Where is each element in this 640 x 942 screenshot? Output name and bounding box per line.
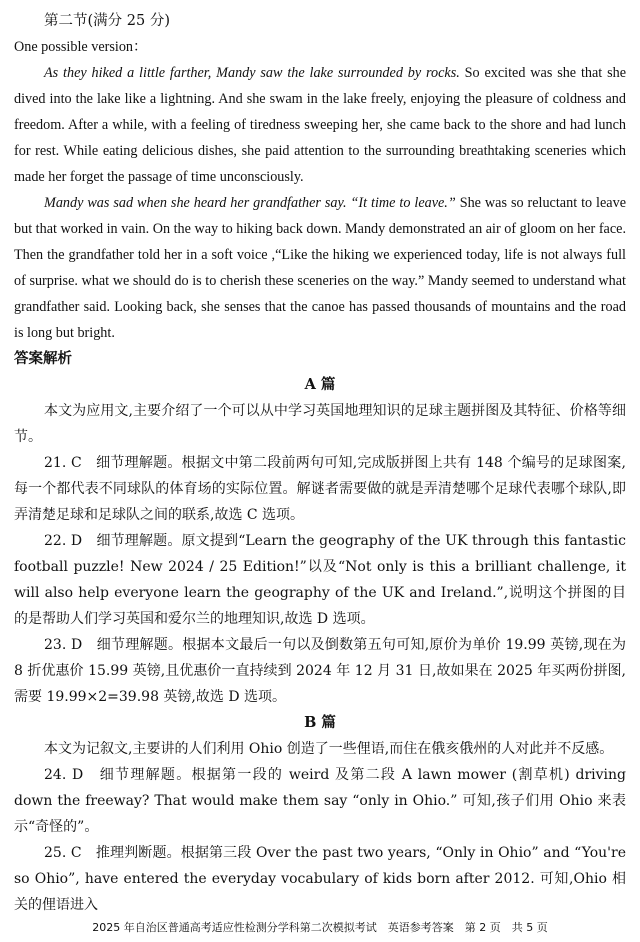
part-a-intro: 本文为应用文,主要介绍了一个可以从中学习英国地理知识的足球主题拼图及其特征、价格等细节。 [14, 403, 626, 445]
answer-q24: 24. D 细节理解题。根据第一段的 weird 及第二段 A lawn mower (割草机) driving down the freeway? That would make them say “only in Ohio.” 可知,孩子们用 Ohio 来表示“奇怪的”。 [14, 767, 626, 835]
analysis-heading: 答案解析 [14, 350, 72, 367]
part-b-intro: 本文为记叙文,主要讲的人们利用 Ohio 创造了一些俚语,而住在俄亥俄州的人对此并不反感。 [44, 741, 614, 757]
part-a-title: A 篇 [304, 376, 336, 393]
part-b-title: B 篇 [304, 714, 336, 731]
answer-q23: 23. D 细节理解题。根据本文最后一句以及倒数第五句可知,原价为单价 19.99 英镑,现在为 8 折优惠价 15.99 英镑,且优惠价一直持续到 2024 年 12 月 31 日,故如果在 2025 年买两份拼图,需要 19.99×2=39.98 英镑,故选 D 选项。 [14, 637, 626, 705]
essay-paragraph-2-body: She was so reluctant to leave but that worked in vain. On the way to hiking back down. Mandy demonstrated an air of gloom on her face. Then the grandfather told her in a soft voice ,“Like the hiking we experienced today, life is not always full of surprise. what we should do is to cherish these sceneries on the way.” Mandy seemed to understand what grandfather said. Looking back, she senses that the canoe has passed thousands of mountains and the road is long but bright. [14, 195, 626, 341]
section-title: 第二节(满分 25 分) [44, 13, 170, 29]
essay-paragraph-2-lead: Mandy was sad when she heard her grandfather say. “It time to leave.” [44, 195, 456, 211]
essay-paragraph-2 [14, 190, 626, 346]
essay-paragraph-1 [14, 60, 626, 190]
page-footer: 2025 年自治区普通高考适应性检测分学科第二次模拟考试 英语参考答案 第 2 页 共 5 页 [92, 921, 548, 934]
essay-paragraph-1-lead: As they hiked a little farther, Mandy saw the lake surrounded by rocks. [44, 65, 460, 81]
answer-q22: 22. D 细节理解题。原文提到“Learn the geography of the UK through this fantastic football puzzle! New 2024 / 25 Edition!”以及“Not only is this a brilliant challenge, it will also help everyone learn the geography of the UK and Ireland.”,说明这个拼图的目的是帮助人们学习英国和爱尔兰的地理知识,故选 D 选项。 [14, 533, 626, 627]
answer-q25: 25. C 推理判断题。根据第三段 Over the past two years, “Only in Ohio” and “You're so Ohio”, have entered the everyday vocabulary of kids born after 2012. 可知,Ohio 相关的俚语进入 [14, 845, 626, 913]
answer-q21: 21. C 细节理解题。根据文中第二段前两句可知,完成版拼图上共有 148 个编号的足球图案,每一个都代表不同球队的体育场的实际位置。解谜者需要做的就是弄清楚哪个足球代表哪个球队,即弄清楚足球和足球队之间的联系,故选 C 选项。 [14, 455, 626, 523]
version-label: One possible version： [14, 39, 148, 55]
essay-paragraph-1-body: So excited was she that she dived into the lake like a lightning. And she swam in the lake freely, enjoying the pleasure of coldness and freedom. After a while, with a feeling of tiredness sweeping her, she came back to the shore and had lunch for rest. While eating delicious dishes, she paid attention to the surrounding breathtaking sceneries which made her forget the passage of time unconsciously. [14, 65, 627, 185]
